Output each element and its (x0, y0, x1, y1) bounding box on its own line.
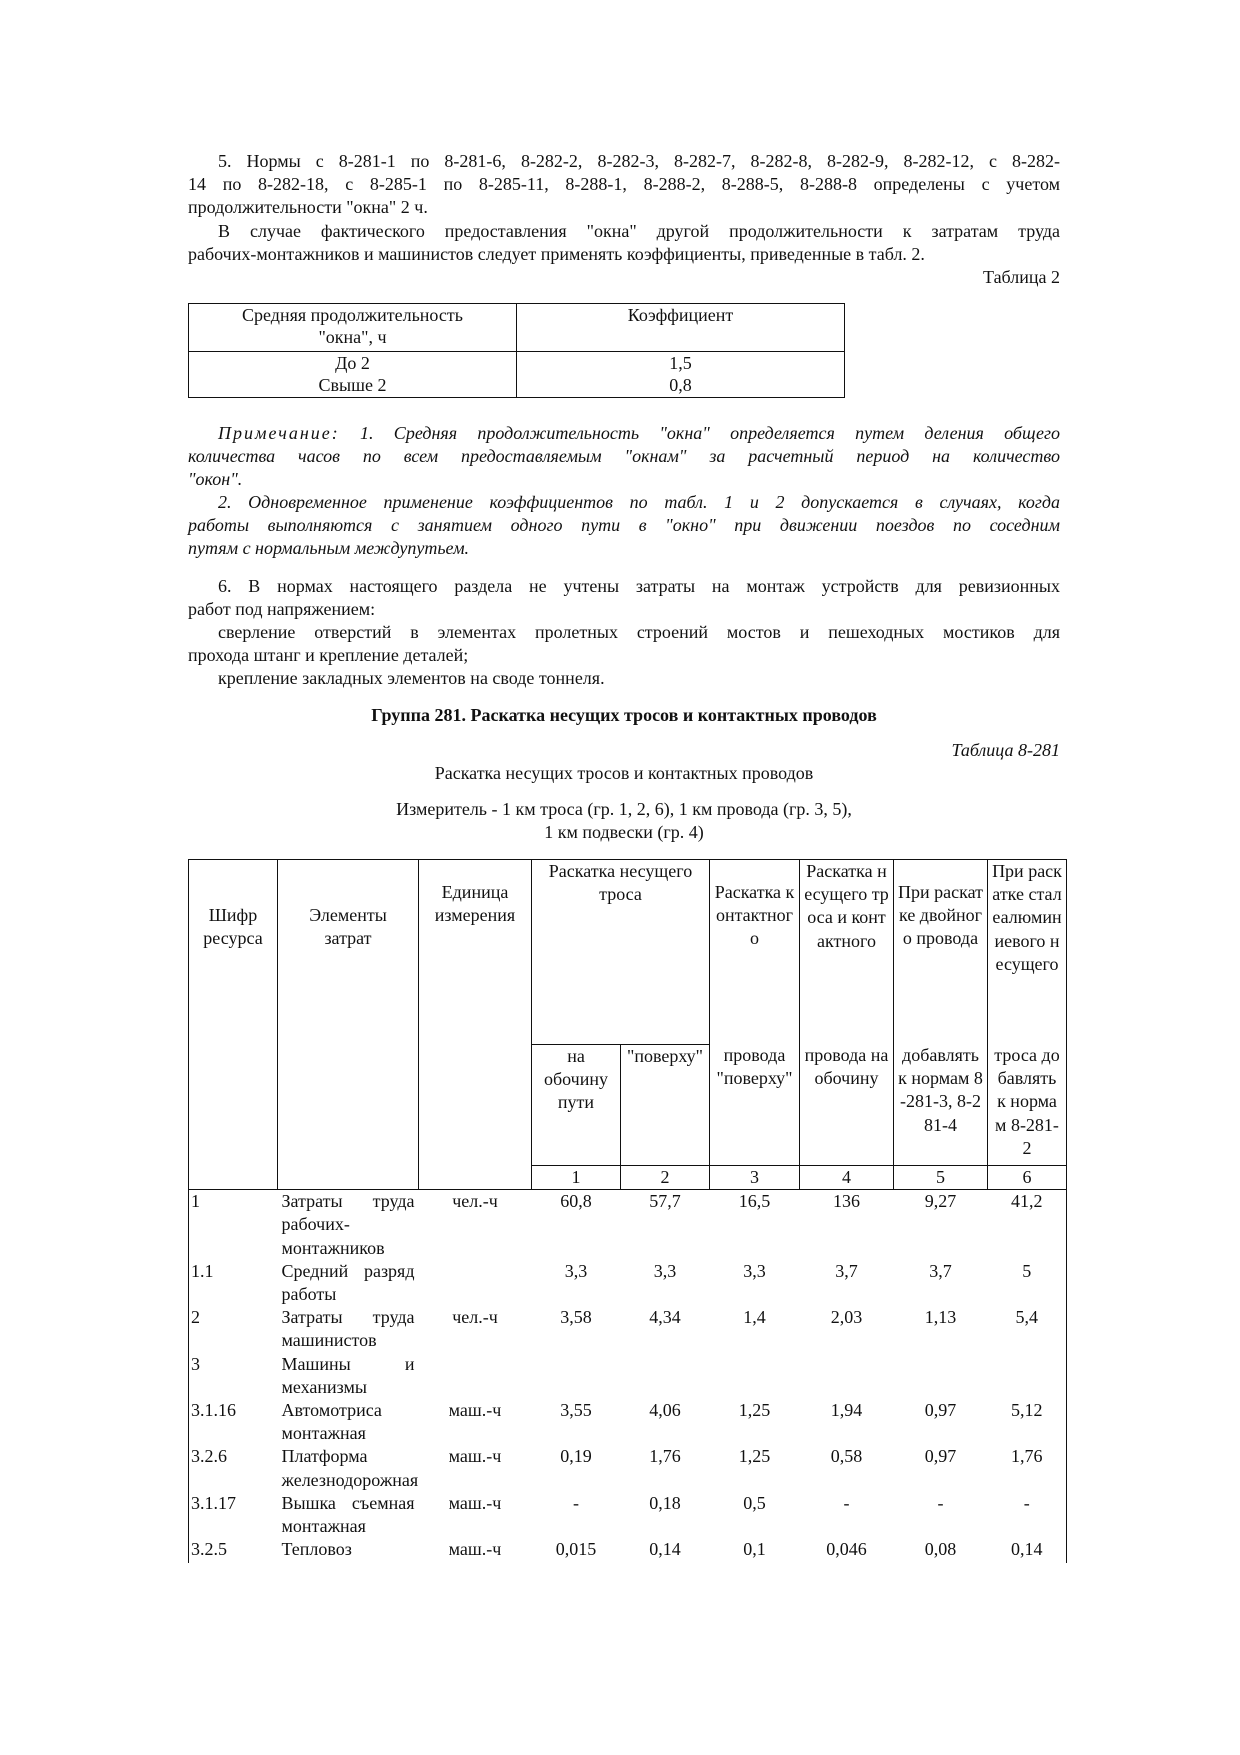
value-col-5: 1,13 (924, 1307, 957, 1328)
table-label: Таблица 8-281 (951, 740, 1060, 760)
header-col-4 (800, 860, 894, 1166)
paragraph-6-tunnel (188, 667, 1060, 690)
column-number: 3 (710, 1166, 800, 1190)
resource-code: 1 (189, 1190, 278, 1260)
table-2-cell: 1,5 (669, 353, 692, 373)
unit: маш.-ч (448, 1446, 502, 1467)
paragraph-6-drilling (188, 621, 1060, 667)
header-code-label: Шифр ресурса (203, 905, 263, 949)
header-col-4-top: Раскатка несущего троса и контактного (804, 861, 889, 951)
text-line: рабочих-монтажников и машинистов следует применять коэффициенты, приведенные в табл. 2. (188, 244, 925, 264)
resource-code: 3.2.5 (189, 1538, 278, 1563)
text-line: 14 по 8-282-18, с 8-285-1 по 8-285-11, 8-288-1, 8-288-2, 8-288-5, 8-288-8 определены с учетом (188, 174, 1060, 194)
text-line: "окон". (188, 469, 243, 489)
table-2-header-coefficient: Коэффициент (517, 304, 845, 352)
value-col-5: 0,08 (924, 1539, 957, 1560)
table-2 (188, 303, 845, 398)
value-col-5: 0,97 (924, 1446, 957, 1467)
value-col-6: - (988, 1492, 1067, 1538)
column-number: 2 (621, 1166, 710, 1190)
value-col-6: 5 (988, 1260, 1067, 1306)
value-col-3: 0,5 (743, 1492, 766, 1513)
norms-table-8-281 (188, 859, 1067, 1563)
note-2 (188, 491, 1060, 560)
value-col-2: 3,3 (653, 1260, 677, 1281)
table-row (189, 1190, 1067, 1260)
header-unit (419, 860, 532, 1190)
header-col-5 (894, 860, 988, 1166)
value-col-4 (800, 1353, 894, 1399)
resource-code: 3 (189, 1353, 278, 1399)
cost-element: Затраты труда рабочих-монтажников (278, 1190, 419, 1260)
value-col-4: - (843, 1492, 850, 1513)
unit (419, 1260, 532, 1306)
resource-code: 2 (189, 1306, 278, 1352)
resource-code: 3.2.6 (189, 1445, 278, 1491)
paragraph-5 (188, 150, 1060, 219)
value-col-6: 5,12 (988, 1399, 1067, 1445)
value-col-4: 3,7 (835, 1260, 858, 1281)
header-col-5-top: При раскатке двойного провода (898, 882, 983, 949)
cost-element: Средний разряд работы (281, 1260, 415, 1305)
column-number: 5 (894, 1166, 988, 1190)
text-line (188, 422, 1060, 445)
header-col-5-bottom: добавлять к нормам 8-281-3, 8-281-4 (898, 1045, 983, 1135)
text-line: продолжительности "окна" 2 ч. (188, 197, 428, 217)
text-line: В случае фактического предоставления "окна" другой продолжительности к затратам труда (218, 221, 1060, 241)
header-group-carrier-cable: Раскатка несущего троса (532, 860, 710, 1045)
unit: чел.-ч (419, 1190, 532, 1260)
table-2-caption: Таблица 2 (983, 267, 1060, 287)
column-number: 6 (988, 1166, 1067, 1190)
value-col-5: - (937, 1492, 944, 1513)
header-elements-label: Элементы затрат (309, 905, 387, 949)
resource-code: 1.1 (189, 1260, 278, 1306)
header-elements (278, 860, 419, 1190)
cost-element: Автомотриса монтажная (281, 1400, 382, 1444)
text-line: количества часов по всем предоставляемым "окнам" за расчетный период на количество (188, 446, 1060, 466)
table-2-durations (189, 352, 517, 398)
table-row (189, 1353, 1067, 1399)
value-col-1: - (573, 1492, 579, 1513)
text-line: 5. Нормы с 8-281-1 по 8-281-6, 8-282-2, 8-282-3, 8-282-7, 8-282-8, 8-282-9, 8-282-12, с 8-282- (218, 151, 1060, 171)
value-col-4: 1,94 (830, 1400, 863, 1421)
value-col-5: 0,97 (924, 1400, 957, 1421)
value-col-4: 2,03 (830, 1307, 863, 1328)
header-col-4-bottom: провода на обочину (804, 1045, 889, 1089)
value-col-2: 0,18 (649, 1492, 681, 1513)
value-col-5 (894, 1353, 988, 1399)
text-line: крепление закладных элементов на своде тоннеля. (218, 668, 605, 688)
text-line: 2. Одновременное применение коэффициентов по табл. 1 и 2 допускается в случаях, когда (218, 492, 1060, 512)
table-row (189, 1306, 1067, 1352)
header-col-1: на обочину пути (532, 1044, 621, 1165)
unit: чел.-ч (452, 1307, 498, 1328)
paragraph-5-window (188, 220, 1060, 266)
value-col-6: 5,4 (988, 1306, 1067, 1352)
value-col-1: 60,8 (532, 1190, 621, 1260)
value-col-4: 0,58 (830, 1446, 863, 1467)
measure-line: 1 км подвески (гр. 4) (544, 822, 704, 842)
header-unit-label: Единица измерения (434, 882, 516, 926)
header-col-6 (988, 860, 1067, 1166)
value-col-6: 41,2 (988, 1190, 1067, 1260)
value-col-3: 1,25 (738, 1400, 771, 1421)
measure-line: Измеритель - 1 км троса (гр. 1, 2, 6), 1 км провода (гр. 3, 5), (396, 799, 852, 819)
resource-code: 3.1.17 (189, 1492, 278, 1538)
value-col-3: 3,3 (743, 1260, 766, 1281)
value-col-6 (988, 1353, 1067, 1399)
cost-element: Платформа железнодорожная (281, 1446, 419, 1490)
header-col-3-top: Раскатка контактного (714, 882, 795, 949)
value-col-6: 1,76 (988, 1445, 1067, 1491)
value-col-1: 0,19 (560, 1446, 592, 1467)
value-col-2: 4,06 (649, 1400, 681, 1421)
cost-element: Машины и механизмы (281, 1353, 415, 1397)
value-col-3: 1,4 (743, 1307, 766, 1328)
note-1 (188, 422, 1060, 491)
value-col-2: 4,34 (649, 1307, 681, 1328)
value-col-2: 0,14 (649, 1539, 681, 1560)
table-row (189, 1399, 1067, 1445)
text-line: сверление отверстий в элементах пролетных строений мостов и пешеходных мостиков для (218, 622, 1060, 642)
value-col-1: 0,015 (555, 1539, 597, 1560)
table-row (189, 1492, 1067, 1538)
value-col-3: 16,5 (710, 1190, 800, 1260)
table-row (189, 1260, 1067, 1306)
paragraph-6 (188, 575, 1060, 621)
value-col-5: 9,27 (894, 1190, 988, 1260)
cost-element: Тепловоз (281, 1539, 352, 1560)
text-line: путям с нормальным междупутьем. (188, 538, 470, 558)
cost-element: Вышка съемная монтажная (281, 1492, 415, 1537)
column-number: 1 (532, 1166, 621, 1190)
header-col-2: "поверху" (621, 1044, 710, 1165)
column-number: 4 (800, 1166, 894, 1190)
value-col-3: 0,1 (743, 1539, 766, 1560)
unit (419, 1353, 532, 1399)
table-2-header-duration: Средняя продолжительность "окна", ч (189, 304, 517, 352)
value-col-5: 3,7 (929, 1260, 952, 1281)
text-line: прохода штанг и крепление деталей; (188, 645, 469, 665)
table-2-cell: Свыше 2 (318, 375, 387, 395)
note-text: 1. Средняя продолжительность "окна" определяется путем деления общего (360, 423, 1061, 443)
unit: маш.-ч (448, 1400, 502, 1421)
value-col-1: 3,3 (564, 1260, 588, 1281)
measure-unit (188, 798, 1060, 844)
table-row (189, 1538, 1067, 1563)
table-row (189, 1445, 1067, 1491)
cost-element: Затраты труда машинистов (281, 1307, 415, 1351)
text-line: работы выполняются с занятием одного пути в "окно" при движении поездов по соседним (188, 515, 1060, 535)
value-col-2 (621, 1353, 710, 1399)
header-col-6-bottom: троса добавлять к нормам 8-281-2 (994, 1045, 1060, 1158)
value-col-1: 3,58 (560, 1307, 592, 1328)
header-col-3-bottom: провода "поверху" (716, 1045, 793, 1089)
value-col-2: 57,7 (621, 1190, 710, 1260)
unit: маш.-ч (448, 1492, 502, 1513)
value-col-6: 0,14 (988, 1538, 1067, 1563)
table-2-cell: До 2 (335, 353, 370, 373)
group-title: Группа 281. Раскатка несущих тросов и контактных проводов (371, 705, 877, 725)
table-2-coefficients (517, 352, 845, 398)
text-line: работ под напряжением: (188, 599, 376, 619)
value-col-3 (710, 1353, 800, 1399)
table-title: Раскатка несущих тросов и контактных проводов (434, 763, 814, 783)
header-code (189, 860, 278, 1190)
text-line: 6. В нормах настоящего раздела не учтены затраты на монтаж устройств для ревизионных (218, 576, 1060, 596)
table-2-cell: 0,8 (669, 375, 692, 395)
resource-code: 3.1.16 (189, 1399, 278, 1445)
unit: маш.-ч (448, 1539, 502, 1560)
value-col-4: 0,046 (826, 1539, 867, 1560)
value-col-3: 1,25 (738, 1446, 771, 1467)
value-col-1 (532, 1353, 621, 1399)
note-label: Примечание: (218, 423, 340, 443)
value-col-4: 136 (800, 1190, 894, 1260)
header-col-6-top: При раскатке сталеалюминиевого несущего (992, 861, 1062, 974)
value-col-1: 3,55 (560, 1400, 592, 1421)
header-col-3 (710, 860, 800, 1166)
value-col-2: 1,76 (649, 1446, 681, 1467)
